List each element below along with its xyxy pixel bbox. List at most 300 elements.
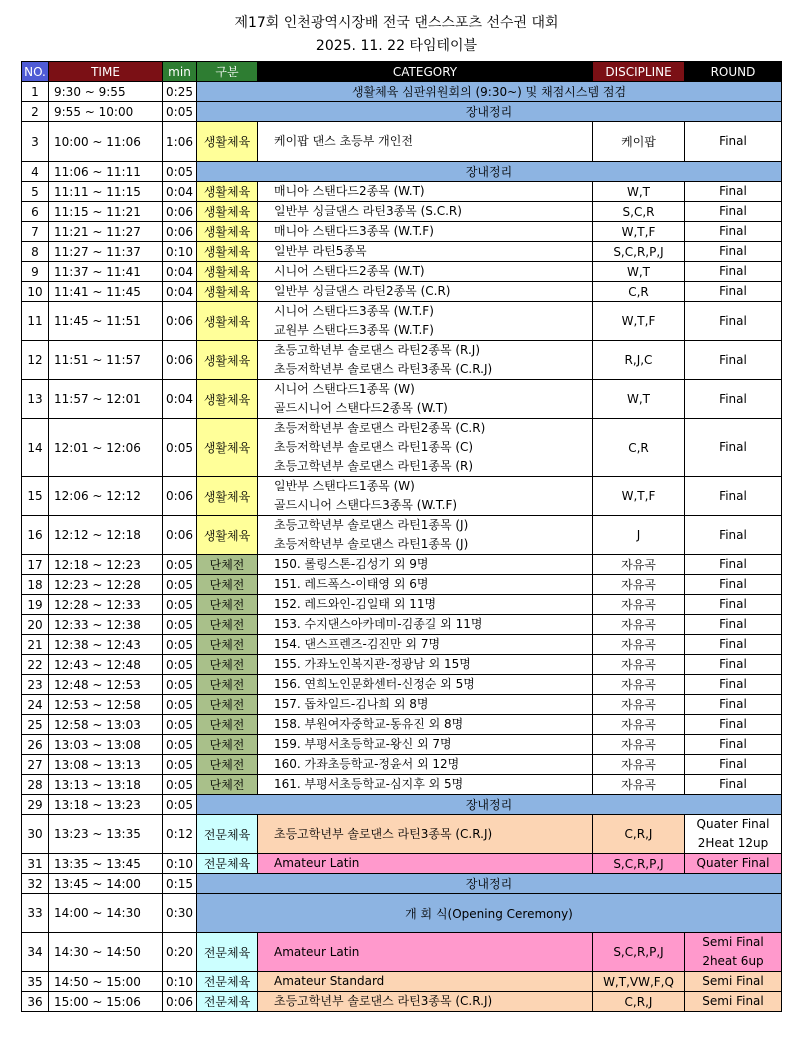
- row-category-badge: 생활체육: [197, 516, 258, 555]
- row-time: 13:35 ~ 13:45: [49, 854, 163, 874]
- row-time: 13:03 ~ 13:08: [49, 735, 163, 755]
- event-line: 초등고학년부 솔로댄스 라틴3종목 (C.R.J): [274, 994, 493, 1008]
- row-number: 34: [22, 933, 49, 972]
- row-duration: 0:05: [163, 675, 197, 695]
- row-round: [685, 695, 782, 715]
- event-line: 157. 돕차일드-김나희 외 8명: [274, 697, 429, 711]
- timetable-body: [22, 82, 782, 1012]
- header-gubun: 구분: [197, 62, 258, 82]
- row-time: 9:30 ~ 9:55: [49, 82, 163, 102]
- round-line: Final: [719, 597, 747, 611]
- table-row: [22, 419, 782, 477]
- event-line: 151. 레드폭스-이태영 외 6명: [274, 577, 429, 591]
- row-time: 11:27 ~ 11:37: [49, 242, 163, 262]
- row-time: 12:58 ~ 13:03: [49, 715, 163, 735]
- row-duration: 0:30: [163, 894, 197, 933]
- header-round: ROUND: [685, 62, 782, 82]
- row-number: 3: [22, 122, 49, 162]
- row-discipline: 자유곡: [593, 635, 685, 655]
- row-discipline: S,C,R,P,J: [593, 854, 685, 874]
- row-round: [685, 992, 782, 1012]
- header-discipline: DISCIPLINE: [593, 62, 685, 82]
- event-line: 골드시니어 스탠다드3종목 (W.T.F): [274, 498, 458, 512]
- row-duration: 0:04: [163, 262, 197, 282]
- row-category-badge: 단체전: [197, 775, 258, 795]
- row-event-name: [258, 242, 593, 262]
- round-line: 2Heat 12up: [697, 836, 769, 850]
- row-discipline: 자유곡: [593, 595, 685, 615]
- row-discipline: 자유곡: [593, 555, 685, 575]
- row-event-name: [258, 282, 593, 302]
- row-round: [685, 715, 782, 735]
- table-row: [22, 282, 782, 302]
- row-round: [685, 555, 782, 575]
- round-line: Final: [719, 184, 747, 198]
- row-discipline: 자유곡: [593, 695, 685, 715]
- row-round: [685, 635, 782, 655]
- row-event-name: [258, 933, 593, 972]
- row-time: 14:50 ~ 15:00: [49, 972, 163, 992]
- row-category-badge: 생활체육: [197, 380, 258, 419]
- event-line: 일반부 싱글댄스 라틴3종목 (S.C.R): [274, 204, 462, 218]
- row-event-name: [258, 477, 593, 516]
- row-duration: 0:05: [163, 162, 197, 182]
- row-time: 11:21 ~ 11:27: [49, 222, 163, 242]
- row-event-name: [258, 615, 593, 635]
- row-duration: 0:05: [163, 755, 197, 775]
- event-line: 초등고학년부 솔로댄스 라틴3종목 (C.R.J): [274, 826, 493, 841]
- row-event-name: [258, 715, 593, 735]
- event-line: 156. 연희노인문화센터-신정순 외 5명: [274, 677, 475, 691]
- table-row: [22, 162, 782, 182]
- table-row: [22, 182, 782, 202]
- table-row: [22, 302, 782, 341]
- event-line: 시니어 스탠다드3종목 (W.T.F): [274, 304, 434, 318]
- row-duration: 0:04: [163, 182, 197, 202]
- table-row: [22, 615, 782, 635]
- event-line: 초등저학년부 솔로댄스 라틴1종목 (J): [274, 537, 469, 551]
- row-number: 31: [22, 854, 49, 874]
- row-duration: 0:05: [163, 595, 197, 615]
- row-round: [685, 675, 782, 695]
- event-line: 시니어 스탠다드2종목 (W.T): [274, 264, 425, 278]
- event-line: 일반부 스탠다드1종목 (W): [274, 479, 415, 493]
- row-time: 11:45 ~ 11:51: [49, 302, 163, 341]
- row-discipline: W,T,F: [593, 302, 685, 341]
- row-duration: 0:06: [163, 202, 197, 222]
- table-row: [22, 516, 782, 555]
- round-line: Final: [719, 657, 747, 671]
- event-line: 매니아 스탠다드3종목 (W.T.F): [274, 224, 434, 238]
- row-event-name: [258, 341, 593, 380]
- row-discipline: 자유곡: [593, 715, 685, 735]
- row-duration: 0:25: [163, 82, 197, 102]
- event-line: 161. 부평서초등학교-심지후 외 5명: [274, 777, 464, 791]
- row-event-name: [258, 122, 593, 162]
- table-row: [22, 575, 782, 595]
- row-message: 장내정리: [197, 874, 782, 894]
- row-time: 12:06 ~ 12:12: [49, 477, 163, 516]
- table-row: [22, 82, 782, 102]
- row-duration: 0:06: [163, 516, 197, 555]
- row-category-badge: 생활체육: [197, 242, 258, 262]
- round-line: Final: [719, 737, 747, 751]
- table-row: [22, 477, 782, 516]
- row-number: 4: [22, 162, 49, 182]
- row-discipline: 자유곡: [593, 755, 685, 775]
- row-event-name: [258, 555, 593, 575]
- event-line: 153. 수지댄스아카데미-김종길 외 11명: [274, 617, 483, 631]
- row-duration: 0:06: [163, 992, 197, 1012]
- event-line: 초등고학년부 솔로댄스 라틴2종목 (R.J): [274, 343, 480, 357]
- row-time: 12:33 ~ 12:38: [49, 615, 163, 635]
- row-round: [685, 735, 782, 755]
- row-round: [685, 595, 782, 615]
- row-number: 29: [22, 795, 49, 815]
- round-line: Final: [719, 757, 747, 771]
- row-event-name: [258, 655, 593, 675]
- row-discipline: R,J,C: [593, 341, 685, 380]
- table-row: [22, 992, 782, 1012]
- row-discipline: S,C,R,P,J: [593, 933, 685, 972]
- row-discipline: 자유곡: [593, 575, 685, 595]
- row-time: 12:53 ~ 12:58: [49, 695, 163, 715]
- row-category-badge: 단체전: [197, 595, 258, 615]
- row-event-name: [258, 972, 593, 992]
- row-number: 26: [22, 735, 49, 755]
- round-line: Final: [719, 204, 747, 218]
- row-discipline: S,C,R,P,J: [593, 242, 685, 262]
- row-category-badge: 생활체육: [197, 202, 258, 222]
- row-duration: 0:05: [163, 555, 197, 575]
- row-duration: 0:05: [163, 735, 197, 755]
- round-line: Final: [719, 697, 747, 711]
- row-event-name: [258, 202, 593, 222]
- round-line: Final: [719, 777, 747, 791]
- row-time: 12:12 ~ 12:18: [49, 516, 163, 555]
- row-duration: 0:05: [163, 419, 197, 477]
- event-line: 초등고학년부 솔로댄스 라틴1종목 (R): [274, 459, 474, 473]
- row-discipline: C,R,J: [593, 992, 685, 1012]
- row-round: [685, 575, 782, 595]
- row-discipline: W,T: [593, 380, 685, 419]
- row-category-badge: 전문체육: [197, 992, 258, 1012]
- row-number: 21: [22, 635, 49, 655]
- row-time: 11:15 ~ 11:21: [49, 202, 163, 222]
- row-duration: 1:06: [163, 122, 197, 162]
- row-number: 36: [22, 992, 49, 1012]
- round-line: Quater Final: [696, 856, 770, 870]
- row-category-badge: 단체전: [197, 675, 258, 695]
- round-line: Semi Final: [702, 974, 764, 988]
- row-category-badge: 전문체육: [197, 854, 258, 874]
- row-category-badge: 생활체육: [197, 282, 258, 302]
- event-line: 158. 부원여자중학교-동유진 외 8명: [274, 717, 464, 731]
- row-discipline: 자유곡: [593, 615, 685, 635]
- event-line: 초등고학년부 솔로댄스 라틴1종목 (J): [274, 518, 469, 532]
- row-round: [685, 775, 782, 795]
- row-discipline: 자유곡: [593, 735, 685, 755]
- table-row: [22, 775, 782, 795]
- row-event-name: [258, 735, 593, 755]
- row-duration: 0:06: [163, 222, 197, 242]
- row-round: [685, 202, 782, 222]
- round-line: 2heat 6up: [702, 954, 764, 968]
- row-number: 9: [22, 262, 49, 282]
- row-event-name: [258, 755, 593, 775]
- row-category-badge: 생활체육: [197, 262, 258, 282]
- row-message: 장내정리: [197, 162, 782, 182]
- table-row: [22, 202, 782, 222]
- row-time: 10:00 ~ 11:06: [49, 122, 163, 162]
- round-line: Final: [719, 488, 747, 503]
- header-time: TIME: [49, 62, 163, 82]
- event-line: 초등저학년부 솔로댄스 라틴3종목 (C.R.J): [274, 362, 493, 376]
- row-round: [685, 122, 782, 162]
- row-event-name: [258, 595, 593, 615]
- row-round: [685, 972, 782, 992]
- row-duration: 0:10: [163, 972, 197, 992]
- event-line: 교원부 스탠다드3종목 (W.T.F): [274, 323, 434, 337]
- row-time: 11:06 ~ 11:11: [49, 162, 163, 182]
- row-discipline: 자유곡: [593, 675, 685, 695]
- row-category-badge: 단체전: [197, 735, 258, 755]
- row-time: 12:38 ~ 12:43: [49, 635, 163, 655]
- row-number: 32: [22, 874, 49, 894]
- event-line: Amateur Latin: [274, 856, 360, 870]
- row-number: 18: [22, 575, 49, 595]
- row-number: 11: [22, 302, 49, 341]
- row-number: 14: [22, 419, 49, 477]
- event-line: 150. 롤링스톤-김성기 외 9명: [274, 557, 429, 571]
- row-duration: 0:05: [163, 635, 197, 655]
- row-category-badge: 단체전: [197, 695, 258, 715]
- row-category-badge: 생활체육: [197, 477, 258, 516]
- round-line: Final: [719, 717, 747, 731]
- round-line: Final: [719, 134, 747, 148]
- event-line: 152. 레드와인-김일태 외 11명: [274, 597, 437, 611]
- row-event-name: [258, 992, 593, 1012]
- row-round: [685, 282, 782, 302]
- row-message: 장내정리: [197, 795, 782, 815]
- row-time: 14:00 ~ 14:30: [49, 894, 163, 933]
- round-line: Final: [719, 440, 747, 454]
- row-number: 27: [22, 755, 49, 775]
- row-round: [685, 615, 782, 635]
- page-subtitle: 2025. 11. 22 타임테이블: [315, 38, 478, 54]
- row-round: [685, 262, 782, 282]
- round-line: Quater Final: [696, 817, 770, 831]
- row-message: 개 회 식(Opening Ceremony): [197, 894, 782, 933]
- table-row: [22, 894, 782, 933]
- round-line: Semi Final: [702, 994, 764, 1008]
- row-duration: 0:05: [163, 695, 197, 715]
- event-line: 일반부 싱글댄스 라틴2종목 (C.R): [274, 284, 451, 298]
- row-round: [685, 419, 782, 477]
- row-message: 장내정리: [197, 102, 782, 122]
- row-number: 20: [22, 615, 49, 635]
- row-time: 11:51 ~ 11:57: [49, 341, 163, 380]
- row-duration: 0:05: [163, 575, 197, 595]
- row-event-name: [258, 222, 593, 242]
- row-duration: 0:12: [163, 815, 197, 854]
- row-round: [685, 380, 782, 419]
- table-row: [22, 755, 782, 775]
- event-line: 초등저학년부 솔로댄스 라틴2종목 (C.R): [274, 421, 486, 435]
- row-time: 13:08 ~ 13:13: [49, 755, 163, 775]
- table-row: [22, 854, 782, 874]
- row-time: 12:01 ~ 12:06: [49, 419, 163, 477]
- round-line: Final: [719, 313, 747, 328]
- row-number: 15: [22, 477, 49, 516]
- row-category-badge: 전문체육: [197, 933, 258, 972]
- round-line: Final: [719, 284, 747, 298]
- row-discipline: 케이팝: [593, 122, 685, 162]
- row-number: 6: [22, 202, 49, 222]
- row-discipline: W,T: [593, 262, 685, 282]
- row-number: 28: [22, 775, 49, 795]
- row-time: 11:37 ~ 11:41: [49, 262, 163, 282]
- event-line: 160. 가좌초등학교-정윤서 외 12명: [274, 757, 460, 771]
- round-line: Final: [719, 617, 747, 631]
- row-time: 11:11 ~ 11:15: [49, 182, 163, 202]
- header-no: NO.: [22, 62, 49, 82]
- row-number: 8: [22, 242, 49, 262]
- table-row: [22, 675, 782, 695]
- round-line: Final: [719, 391, 747, 406]
- round-line: Final: [719, 527, 747, 542]
- row-category-badge: 생활체육: [197, 122, 258, 162]
- row-duration: 0:06: [163, 477, 197, 516]
- round-line: Final: [719, 224, 747, 238]
- row-number: 17: [22, 555, 49, 575]
- row-duration: 0:05: [163, 655, 197, 675]
- row-duration: 0:06: [163, 302, 197, 341]
- header-min: min: [163, 62, 197, 82]
- row-time: 13:45 ~ 14:00: [49, 874, 163, 894]
- event-line: 초등저학년부 솔로댄스 라틴1종목 (C): [274, 440, 474, 454]
- row-time: 12:23 ~ 12:28: [49, 575, 163, 595]
- row-discipline: J: [593, 516, 685, 555]
- row-duration: 0:05: [163, 715, 197, 735]
- row-round: [685, 222, 782, 242]
- row-discipline: S,C,R: [593, 202, 685, 222]
- row-message: 생활체육 심판위원회의 (9:30~) 및 채점시스템 점검: [197, 82, 782, 102]
- row-number: 35: [22, 972, 49, 992]
- table-row: [22, 795, 782, 815]
- table-row: [22, 262, 782, 282]
- table-row: [22, 715, 782, 735]
- table-row: [22, 102, 782, 122]
- row-number: 1: [22, 82, 49, 102]
- row-time: 13:18 ~ 13:23: [49, 795, 163, 815]
- row-duration: 0:04: [163, 380, 197, 419]
- row-category-badge: 생활체육: [197, 302, 258, 341]
- row-duration: 0:05: [163, 615, 197, 635]
- row-number: 5: [22, 182, 49, 202]
- row-event-name: [258, 775, 593, 795]
- round-line: Semi Final: [702, 935, 764, 949]
- table-row: [22, 695, 782, 715]
- row-category-badge: 전문체육: [197, 972, 258, 992]
- row-category-badge: 단체전: [197, 575, 258, 595]
- row-duration: 0:20: [163, 933, 197, 972]
- row-event-name: [258, 854, 593, 874]
- header-row: [22, 62, 782, 82]
- row-number: 2: [22, 102, 49, 122]
- row-event-name: [258, 380, 593, 419]
- row-time: 12:18 ~ 12:23: [49, 555, 163, 575]
- row-number: 25: [22, 715, 49, 735]
- row-duration: 0:10: [163, 242, 197, 262]
- row-event-name: [258, 675, 593, 695]
- table-row: [22, 972, 782, 992]
- row-number: 24: [22, 695, 49, 715]
- event-line: 159. 부평서초등학교-왕신 외 7명: [274, 737, 452, 751]
- event-line: 일반부 라틴5종목: [274, 244, 367, 258]
- row-discipline: C,R,J: [593, 815, 685, 854]
- timetable: [21, 61, 782, 1012]
- row-discipline: W,T,VW,F,Q: [593, 972, 685, 992]
- row-event-name: [258, 516, 593, 555]
- table-row: [22, 735, 782, 755]
- row-discipline: W,T: [593, 182, 685, 202]
- row-category-badge: 단체전: [197, 655, 258, 675]
- row-time: 13:23 ~ 13:35: [49, 815, 163, 854]
- row-duration: 0:10: [163, 854, 197, 874]
- table-row: [22, 122, 782, 162]
- row-duration: 0:04: [163, 282, 197, 302]
- row-discipline: C,R: [593, 282, 685, 302]
- row-event-name: [258, 302, 593, 341]
- table-row: [22, 933, 782, 972]
- event-line: 154. 댄스프렌즈-김진만 외 7명: [274, 637, 441, 651]
- row-duration: 0:05: [163, 795, 197, 815]
- row-category-badge: 단체전: [197, 615, 258, 635]
- row-category-badge: 단체전: [197, 755, 258, 775]
- row-category-badge: 생활체육: [197, 419, 258, 477]
- row-category-badge: 생활체육: [197, 222, 258, 242]
- table-row: [22, 341, 782, 380]
- row-number: 30: [22, 815, 49, 854]
- row-time: 11:57 ~ 12:01: [49, 380, 163, 419]
- row-time: 13:13 ~ 13:18: [49, 775, 163, 795]
- row-discipline: W,T,F: [593, 477, 685, 516]
- round-line: Final: [719, 244, 747, 258]
- event-line: 케이팝 댄스 초등부 개인전: [274, 134, 413, 148]
- row-category-badge: 전문체육: [197, 815, 258, 854]
- row-time: 15:00 ~ 15:06: [49, 992, 163, 1012]
- round-line: Final: [719, 577, 747, 591]
- event-line: 155. 가좌노인복지관-정광남 외 15명: [274, 657, 471, 671]
- row-time: 11:41 ~ 11:45: [49, 282, 163, 302]
- event-line: Amateur Latin: [274, 944, 360, 959]
- row-duration: 0:05: [163, 775, 197, 795]
- row-event-name: [258, 635, 593, 655]
- row-category-badge: 단체전: [197, 555, 258, 575]
- row-duration: 0:05: [163, 102, 197, 122]
- row-round: [685, 477, 782, 516]
- row-number: 23: [22, 675, 49, 695]
- row-round: [685, 854, 782, 874]
- row-round: [685, 516, 782, 555]
- row-number: 10: [22, 282, 49, 302]
- row-number: 13: [22, 380, 49, 419]
- row-round: [685, 933, 782, 972]
- row-number: 7: [22, 222, 49, 242]
- row-number: 22: [22, 655, 49, 675]
- header-category: CATEGORY: [258, 62, 593, 82]
